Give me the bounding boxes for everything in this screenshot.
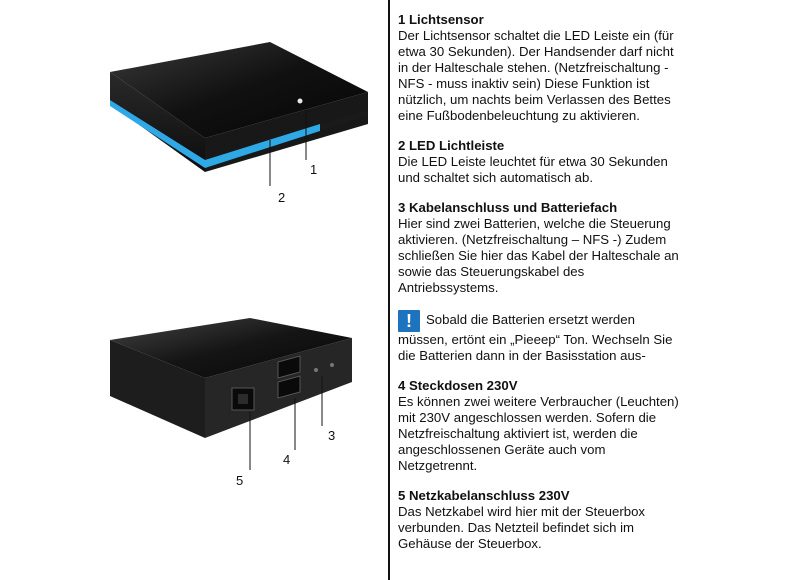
note-text: Sobald die Batterien ersetzt werden müssen, ertönt ein „Pieeep“ Ton. Wechseln Sie die Batterien dann in der Basisstation aus-	[398, 312, 673, 363]
control-box-front-image	[0, 0, 388, 290]
section-kabelanschluss	[398, 200, 783, 296]
section-title: 1 Lichtsensor	[398, 12, 484, 27]
callout-5: 5	[236, 473, 244, 488]
callout-4: 4	[283, 452, 291, 467]
section-body: Es können zwei weitere Verbraucher (Leuchten) mit 230V angeschlossen werden. Sofern die Netzfreischaltung aktiviert ist, werden die angeschlossenen Geräte auch vom Netzgetrennt.	[398, 394, 679, 473]
section-body: Der Lichtsensor schaltet die LED Leiste ein (für etwa 30 Sekunden). Der Handsender darf nicht in der Halteschale stehen. (Netzfreischaltung - NFS - muss inaktiv sein) Diese Funktion ist nützlich, um nachts beim Verlassen des Bettes eine Fußbodenbeleuchtung zu aktivieren.	[398, 28, 674, 123]
callout-1: 1	[310, 162, 318, 177]
light-sensor-icon	[298, 99, 303, 104]
column-divider	[388, 0, 390, 580]
section-title: 3 Kabelanschluss und Batteriefach	[398, 200, 618, 215]
exclamation-icon: !	[398, 310, 420, 332]
battery-note	[398, 310, 783, 364]
section-body: Hier sind zwei Batterien, welche die Steuerung aktivieren. (Netzfreischaltung – NFS -) Zudem schließen Sie hier das Kabel der Halteschale an sowie das Steuerungskabel des Antriebssystems.	[398, 216, 679, 295]
section-title: 5 Netzkabelanschluss 230V	[398, 488, 570, 503]
figure-panel	[0, 0, 388, 580]
section-body: Das Netzkabel wird hier mit der Steuerbox verbunden. Das Netzteil befindet sich im Gehäuse der Steuerbox.	[398, 504, 646, 551]
section-netzkabelanschluss	[398, 488, 783, 552]
callout-3: 3	[328, 428, 336, 443]
section-lichtsensor	[398, 12, 783, 124]
section-title: 2 LED Lichtleiste	[398, 138, 505, 153]
section-title: 4 Steckdosen 230V	[398, 378, 518, 393]
section-led-lichtleiste	[398, 138, 783, 186]
section-steckdosen	[398, 378, 783, 474]
description-column	[398, 12, 783, 566]
callout-2: 2	[278, 190, 286, 205]
section-body: Die LED Leiste leuchtet für etwa 30 Sekunden und schaltet sich automatisch ab.	[398, 154, 668, 185]
